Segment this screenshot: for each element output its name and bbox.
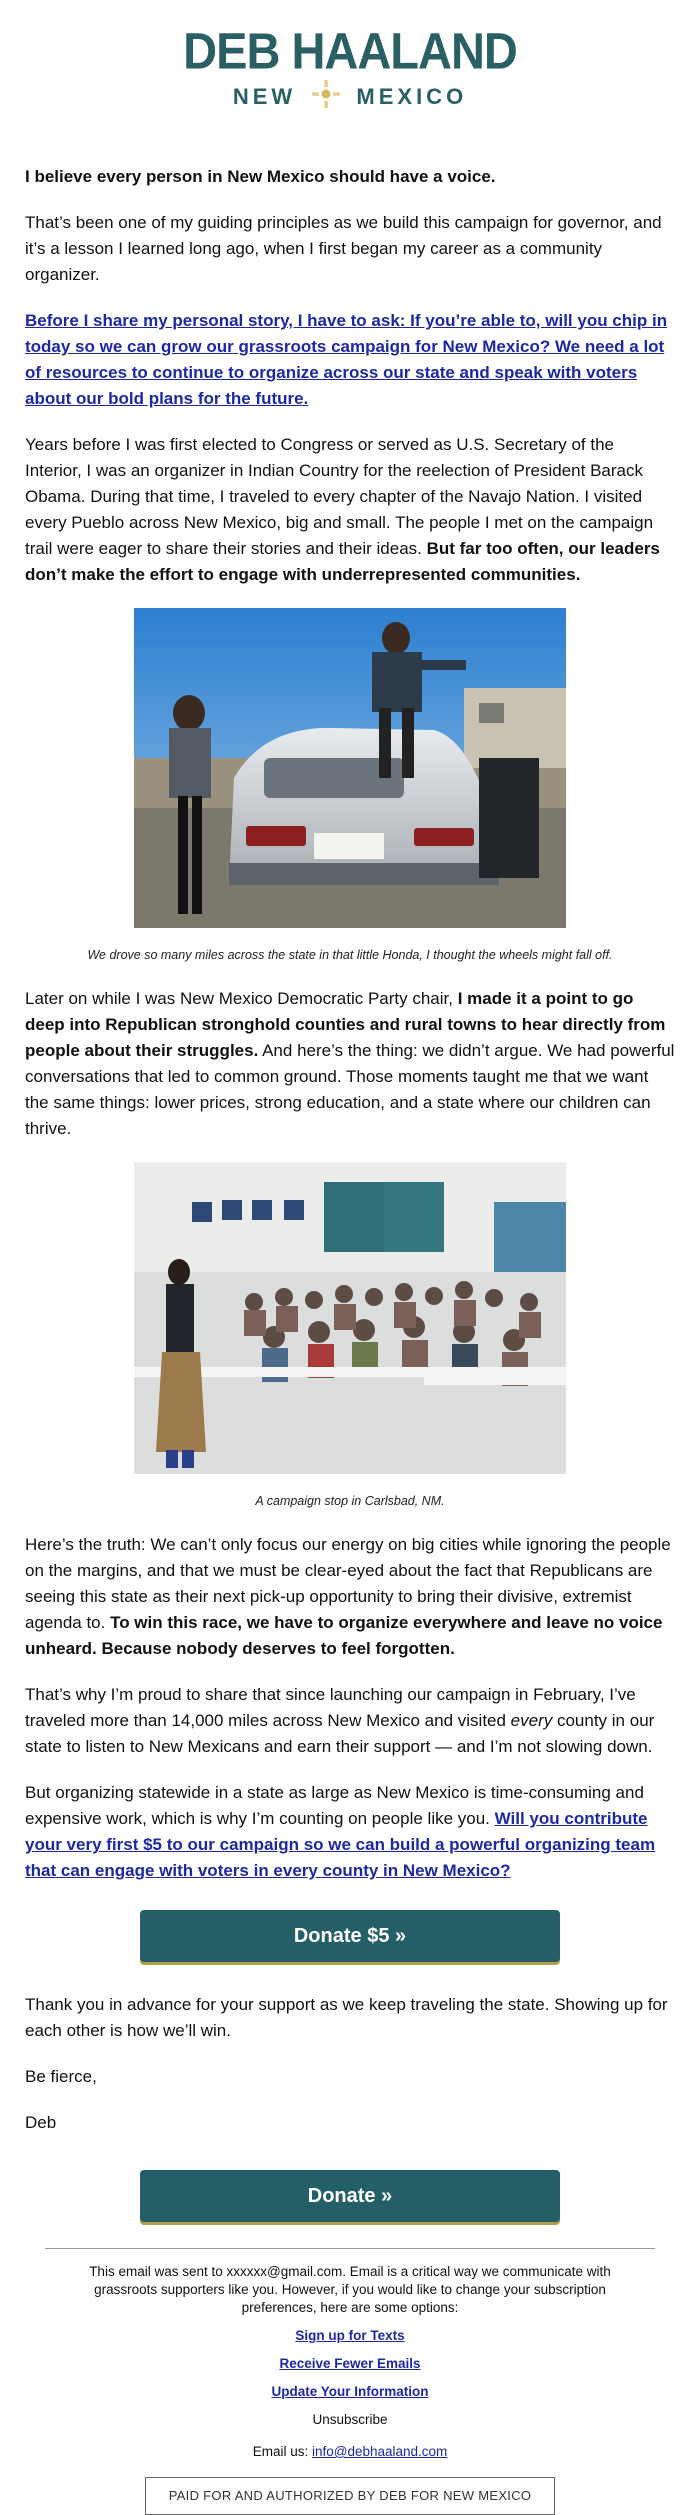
sign-up-texts-link[interactable]: Sign up for Texts: [295, 2328, 405, 2343]
party-chair-paragraph: [25, 986, 675, 1142]
party-chair-text-b: And here’s the thing: we didn’t argue. We had powerful conversations that led to common ground. Those moments taught me that we want the same things: lower prices, strong education, and a state where our children can thrive.: [25, 1041, 675, 1138]
footer-email-label: Email us:: [252, 2444, 312, 2459]
footer: [0, 2263, 700, 2515]
logo-wordmark: DEB HAALAND: [183, 21, 517, 80]
truth-paragraph: [25, 1532, 675, 1662]
unsubscribe-link[interactable]: Unsubscribe: [312, 2412, 388, 2427]
miles-paragraph: [25, 1682, 675, 1760]
honda-photo-caption: We drove so many miles across the state in that little Honda, I thought the wheels might fall off.: [87, 948, 613, 962]
honda-photo: [134, 608, 566, 928]
footer-divider: [45, 2248, 655, 2249]
miles-emphasis: every: [510, 1711, 553, 1730]
party-chair-text-a: Later on while I was New Mexico Democratic Party chair,: [25, 989, 458, 1008]
footer-email-line: [0, 2443, 700, 2461]
carlsbad-photo: [134, 1162, 566, 1474]
chip-in-link[interactable]: Before I share my personal story, I have to ask: If you’re able to, will you chip in today so we can grow our grassroots campaign for New Mexico? We need a lot of resources to continue to organize across our state and speak with voters about our bold plans for the future.: [25, 311, 668, 408]
party-chair-bold: I made it a point to go deep into Republican stronghold counties and rural towns to hear directly from people about their struggles.: [25, 989, 666, 1060]
donate5-row: [25, 1904, 675, 1992]
thank-you-paragraph: Thank you in advance for your support as we keep traveling the state. Showing up for each other is how we’ll win.: [25, 1995, 668, 2040]
principles-paragraph: That’s been one of my guiding principles as we build this campaign for governor, and it’s a lesson I learned long ago, when I first began my career as a community organizer.: [25, 213, 662, 284]
organizer-paragraph: [25, 432, 675, 588]
miles-text-b: county in our state to listen to New Mexicans and earn their support — and I’m not slowing down.: [25, 1711, 655, 1756]
contribute-link[interactable]: Will you contribute your very first $5 to our campaign so we can build a powerful organizing team that can engage with voters in every county in New Mexico?: [25, 1809, 656, 1880]
carlsbad-photo-caption: A campaign stop in Carlsbad, NM.: [255, 1494, 445, 1508]
logo-mexico: MEXICO: [356, 84, 468, 109]
organizer-text: Years before I was first elected to Congress or served as U.S. Secretary of the Interior, I was an organizer in Indian Country for the reelection of President Barack Obama. During that time, I traveled to every chapter of the Navajo Nation. I visited every Pueblo across New Mexico, big and small. The people I met on the campaign trail were eager to share their stories and their ideas.: [25, 435, 654, 558]
donate-5-button[interactable]: Donate $5 »: [140, 1910, 560, 1962]
zia-sun-icon: [312, 80, 340, 115]
campaign-logo: [0, 0, 700, 126]
footer-note: This email was sent to xxxxxx@gmail.com. Email is a critical way we communicate with grassroots supporters like you. However, if you would like to change your subscription preferences, here are some options:: [89, 2264, 611, 2315]
miles-text-a: That’s why I’m proud to share that since launching our campaign in February, I’ve traveled more than 14,000 miles across New Mexico and visited: [25, 1685, 636, 1730]
paid-for-disclaimer: PAID FOR AND AUTHORIZED BY DEB FOR NEW MEXICO: [145, 2477, 555, 2515]
organizer-bold: But far too often, our leaders don’t make the effort to engage with underrepresented communities.: [25, 539, 660, 584]
signature-line: Deb: [25, 2113, 57, 2132]
logo-new: NEW: [232, 84, 297, 109]
ask-paragraph: [25, 308, 675, 412]
contribute-text: But organizing statewide in a state as large as New Mexico is time-consuming and expensive work, which is why I’m counting on people like you.: [25, 1783, 644, 1828]
logo-subline: [0, 80, 700, 115]
sign-off-line: Be fierce,: [25, 2067, 97, 2086]
update-info-link[interactable]: Update Your Information: [271, 2384, 429, 2399]
contribute-paragraph: [25, 1780, 675, 1884]
truth-bold: To win this race, we have to organize everywhere and leave no voice unheard. Because nobody deserves to feel forgotten.: [25, 1613, 663, 1658]
fewer-emails-link[interactable]: Receive Fewer Emails: [279, 2356, 421, 2371]
donate-row: [25, 2156, 675, 2222]
intro-paragraph: I believe every person in New Mexico should have a voice.: [25, 167, 496, 186]
truth-text: Here’s the truth: We can’t only focus our energy on big cities while ignoring the people on the margins, and that we must be clear-eyed about the fact that Republicans are seeing this state as their next pick-up opportunity to bring their divisive, extremist agenda to.: [25, 1535, 671, 1632]
footer-email-link[interactable]: info@debhaaland.com: [311, 2444, 448, 2459]
email-body: [0, 164, 700, 2222]
donate-button[interactable]: Donate »: [140, 2170, 560, 2222]
